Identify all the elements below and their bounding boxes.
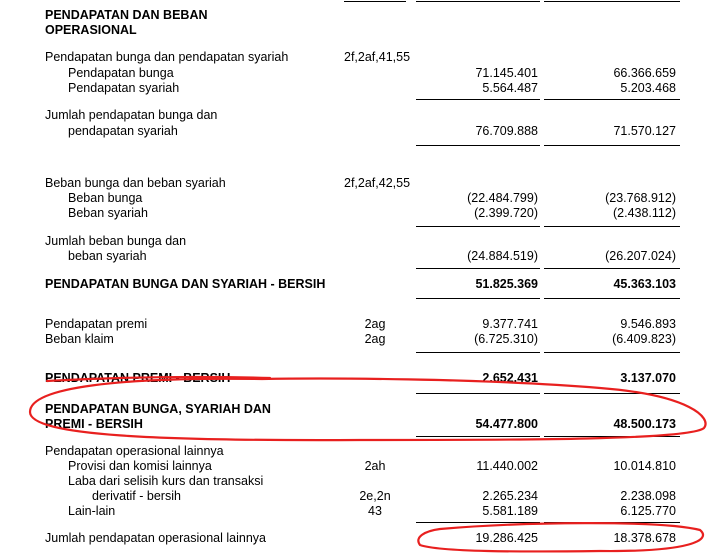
total-rule-col2: [544, 145, 680, 146]
total-rule-col2: [544, 393, 680, 394]
row-note: 2e,2n: [359, 489, 391, 503]
row-label: Pendapatan premi: [45, 317, 148, 331]
row-value-col2: 48.500.173: [613, 417, 676, 431]
row-label: Jumlah pendapatan bunga dan: [45, 108, 218, 122]
row-value-col2: (2.438.112): [612, 206, 676, 220]
row-value-col2: 66.366.659: [613, 66, 676, 80]
row-label: Provisi dan komisi lainnya: [68, 459, 212, 473]
row-value-col2: (26.207.024): [605, 249, 676, 263]
row-label: Pendapatan syariah: [68, 81, 180, 95]
row-note: 2ag: [364, 332, 386, 346]
row-label: Beban bunga dan beban syariah: [45, 176, 226, 190]
total-rule-col1: [416, 268, 540, 269]
total-rule-col1: [416, 298, 540, 299]
row-value-col1: 2.652.431: [482, 371, 538, 385]
row-label: Pendapatan bunga: [68, 66, 174, 80]
row-value-col1: 54.477.800: [475, 417, 538, 431]
row-note: 43: [368, 504, 382, 518]
row-note: 2f,2af,41,55: [344, 50, 411, 64]
row-label: Beban bunga: [68, 191, 143, 205]
row-value-col1: 9.377.741: [482, 317, 538, 331]
row-label: beban syariah: [68, 249, 147, 263]
total-rule-col2: [544, 436, 680, 437]
total-rule-col1: [416, 436, 540, 437]
row-value-col2: (23.768.912): [605, 191, 676, 205]
row-value-col2: 9.546.893: [620, 317, 676, 331]
header-rule-col2: [544, 1, 680, 2]
row-value-col2: 45.363.103: [613, 277, 676, 291]
row-value-col1: 5.581.189: [482, 504, 538, 518]
header-rule-notes: [344, 1, 406, 2]
row-value-col2: 18.378.678: [613, 531, 676, 545]
row-value-col1: (24.884.519): [467, 249, 538, 263]
row-value-col1: (6.725.310): [474, 332, 538, 346]
subtotal-rule-col1: [416, 352, 540, 353]
row-label: PENDAPATAN BUNGA, SYARIAH DAN: [45, 402, 271, 416]
subtotal-rule-col1: [416, 99, 540, 100]
row-label: pendapatan syariah: [68, 124, 178, 138]
row-value-col1: 71.145.401: [475, 66, 538, 80]
subtotal-rule-col2: [544, 226, 680, 227]
row-value-col1: 5.564.487: [482, 81, 538, 95]
row-label: Laba dari selisih kurs dan transaksi: [68, 474, 264, 488]
row-label: PENDAPATAN BUNGA DAN SYARIAH - BERSIH: [45, 277, 326, 291]
row-label: Beban klaim: [45, 332, 114, 346]
row-value-col1: 11.440.002: [476, 459, 538, 473]
row-value-col1: (22.484.799): [467, 191, 538, 205]
section-title-line2: OPERASIONAL: [45, 23, 137, 37]
row-value-col1: 76.709.888: [475, 124, 538, 138]
subtotal-rule-col1: [416, 522, 540, 523]
subtotal-rule-col2: [544, 522, 680, 523]
section-title-line1: PENDAPATAN DAN BEBAN: [45, 8, 208, 22]
row-value-col1: (2.399.720): [474, 206, 538, 220]
row-note: 2f,2af,42,55: [344, 176, 411, 190]
total-rule-col1: [416, 393, 540, 394]
row-label: Pendapatan operasional lainnya: [45, 444, 224, 458]
row-label: Lain-lain: [68, 504, 116, 518]
row-label: PREMI - BERSIH: [45, 417, 143, 431]
row-value-col1: 2.265.234: [482, 489, 538, 503]
total-rule-col2: [544, 268, 680, 269]
header-rule-col1: [416, 1, 540, 2]
subtotal-rule-col1: [416, 226, 540, 227]
row-value-col1: 51.825.369: [475, 277, 538, 291]
row-label: derivatif - bersih: [92, 489, 181, 503]
row-value-col1: 19.286.425: [475, 531, 538, 545]
row-label: Jumlah pendapatan operasional lainnya: [45, 531, 266, 545]
row-note: 2ah: [364, 459, 386, 473]
row-label: Beban syariah: [68, 206, 148, 220]
subtotal-rule-col2: [544, 99, 680, 100]
total-rule-col1: [416, 145, 540, 146]
row-value-col2: 6.125.770: [620, 504, 676, 518]
row-value-col2: 10.014.810: [613, 459, 676, 473]
row-value-col2: 2.238.098: [620, 489, 676, 503]
row-label: Jumlah beban bunga dan: [45, 234, 187, 248]
subtotal-rule-col2: [544, 352, 680, 353]
row-value-col2: (6.409.823): [612, 332, 676, 346]
row-value-col2: 3.137.070: [620, 371, 676, 385]
total-rule-col2: [544, 298, 680, 299]
row-label: PENDAPATAN PREMI - BERSIH: [45, 371, 231, 385]
row-value-col2: 5.203.468: [620, 81, 676, 95]
row-value-col2: 71.570.127: [613, 124, 676, 138]
row-label: Pendapatan bunga dan pendapatan syariah: [45, 50, 289, 64]
row-note: 2ag: [364, 317, 386, 331]
